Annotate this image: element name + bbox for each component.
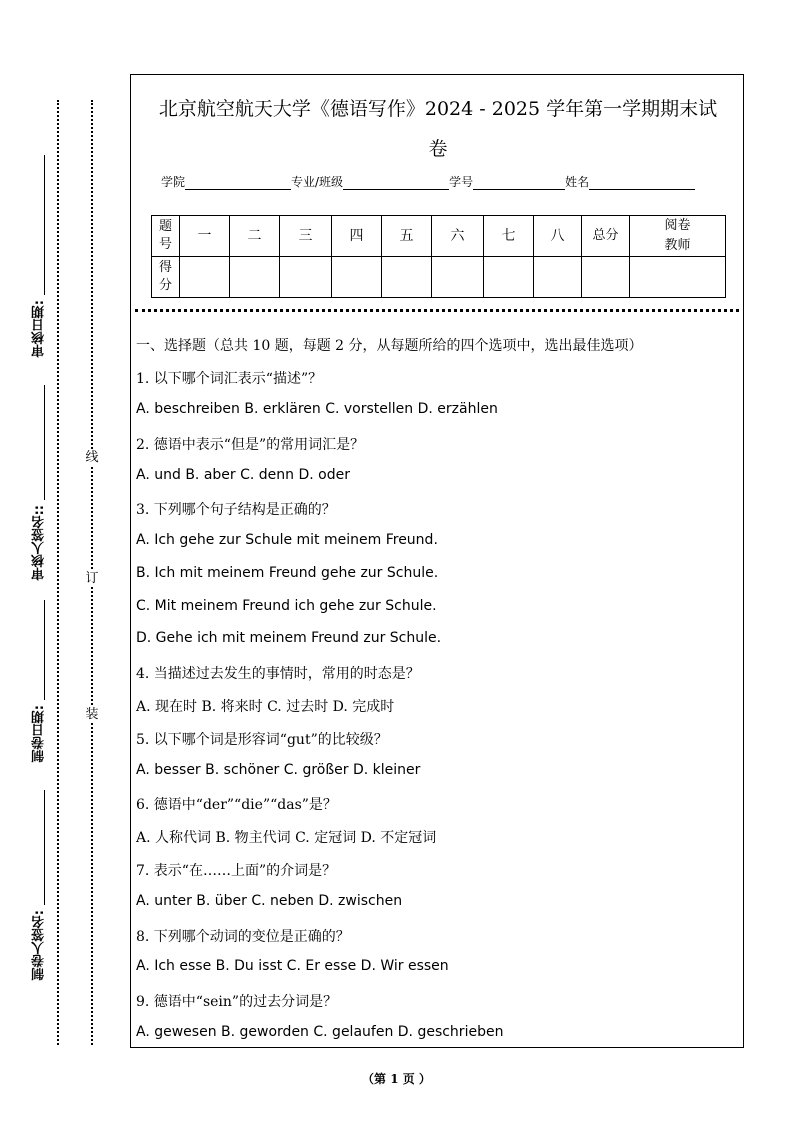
options-line: A. Ich esse B. Du isst C. Er esse D. Wir essen: [136, 958, 449, 974]
score-table-score-row: [152, 257, 726, 298]
exam-title-line1: 北京航空航天大学《德语写作》2024 - 2025 学年第一学期期末试: [158, 98, 718, 120]
options-line: B. Ich mit meinem Freund gehe zur Schule.: [136, 565, 439, 581]
score-cell-4[interactable]: [332, 257, 382, 298]
reviewer-sign-line: [44, 385, 45, 500]
student-id-field[interactable]: [473, 177, 565, 190]
question-line: 5. 以下哪个词是形容词“gut”的比较级？: [136, 732, 388, 748]
options-line: A. 现在时 B. 将来时 C. 过去时 D. 完成时: [136, 699, 395, 715]
header-cell-3: 三: [280, 216, 332, 257]
question-line: 9. 德语中“sein”的过去分词是？: [136, 994, 338, 1010]
score-cell-8[interactable]: [534, 257, 582, 298]
options-line: A. und B. aber C. denn D. oder: [136, 467, 350, 483]
header-cell-tihao: 题号: [152, 216, 180, 257]
page-number: （第 1 页 ）: [362, 1072, 431, 1086]
section1-heading: 一、选择题（总共 10 题，每题 2 分，从每题所给的四个选项中，选出最佳选项）: [136, 338, 643, 354]
score-cell-2[interactable]: [230, 257, 280, 298]
score-cell-7[interactable]: [484, 257, 534, 298]
maker-date-label: 制卷日期:: [32, 705, 47, 763]
exam-title: [131, 89, 745, 169]
score-cell-1[interactable]: [180, 257, 230, 298]
options-line: D. Gehe ich mit meinem Freund zur Schule.: [136, 630, 442, 646]
score-cell-5[interactable]: [382, 257, 432, 298]
question-line: 7. 表示“在……上面”的介词是？: [136, 863, 337, 879]
score-cell-3[interactable]: [280, 257, 332, 298]
options-line: C. Mit meinem Freund ich gehe zur Schule.: [136, 598, 437, 614]
question-line: 6. 德语中“der”“die”“das”是？: [136, 797, 337, 813]
options-line: A. 人称代词 B. 物主代词 C. 定冠词 D. 不定冠词: [136, 830, 437, 846]
maker-sign-line: [44, 790, 45, 905]
binding-char-ding: 订: [85, 571, 99, 586]
options-line: A. gewesen B. geworden C. gelaufen D. geschrieben: [136, 1024, 504, 1040]
reviewer-sign-label: 审核人签名::: [32, 505, 47, 581]
major-label: 专业/班级: [291, 175, 344, 189]
header-cell-total: 总分: [582, 216, 630, 257]
binding-dotted-line: [57, 100, 59, 1045]
exam-title-line2: 卷: [428, 138, 448, 160]
header-cell-5: 五: [382, 216, 432, 257]
header-cell-2: 二: [230, 216, 280, 257]
name-label: 姓名: [565, 175, 590, 189]
score-table-header-row: [152, 216, 726, 257]
maker-date-line: [44, 600, 45, 700]
score-cell-grader[interactable]: [630, 257, 726, 298]
header-cell-1: 一: [180, 216, 230, 257]
score-table: [151, 215, 726, 298]
question-line: 4. 当描述过去发生的事情时，常用的时态是？: [136, 666, 420, 682]
college-field[interactable]: [185, 177, 291, 190]
college-label: 学院: [161, 175, 186, 189]
row-label-defen: 得分: [152, 257, 180, 298]
question-line: 2. 德语中表示“但是”的常用词汇是？: [136, 437, 365, 453]
question-line: 3. 下列哪个句子结构是正确的？: [136, 502, 336, 518]
header-cell-4: 四: [332, 216, 382, 257]
name-field[interactable]: [589, 177, 695, 190]
major-field[interactable]: [343, 177, 449, 190]
header-cell-7: 七: [484, 216, 534, 257]
student-info-row: [161, 173, 695, 190]
options-line: A. Ich gehe zur Schule mit meinem Freund.: [136, 532, 438, 548]
options-line: A. unter B. über C. neben D. zwischen: [136, 893, 403, 909]
score-cell-total[interactable]: [582, 257, 630, 298]
options-line: A. besser B. schöner C. größer D. kleiner: [136, 762, 421, 778]
options-line: A. beschreiben B. erklären C. vorstellen D. erzählen: [136, 401, 498, 417]
exam-frame: [130, 74, 744, 1048]
section-separator: [135, 309, 739, 312]
maker-sign-label: 制卷人签名:: [32, 910, 47, 981]
reviewer-date-line: [44, 155, 45, 295]
header-cell-grader: 阅卷教师: [630, 216, 726, 257]
question-line: 1. 以下哪个词汇表示“描述”？: [136, 371, 323, 387]
header-cell-6: 六: [432, 216, 484, 257]
binding-char-zhuang: 装: [85, 707, 99, 722]
score-cell-6[interactable]: [432, 257, 484, 298]
binding-char-xian: 线: [85, 450, 99, 465]
student-id-label: 学号: [449, 175, 474, 189]
header-cell-8: 八: [534, 216, 582, 257]
reviewer-date-label: 审核日期:: [32, 300, 47, 358]
question-line: 8. 下列哪个动词的变位是正确的？: [136, 929, 350, 945]
